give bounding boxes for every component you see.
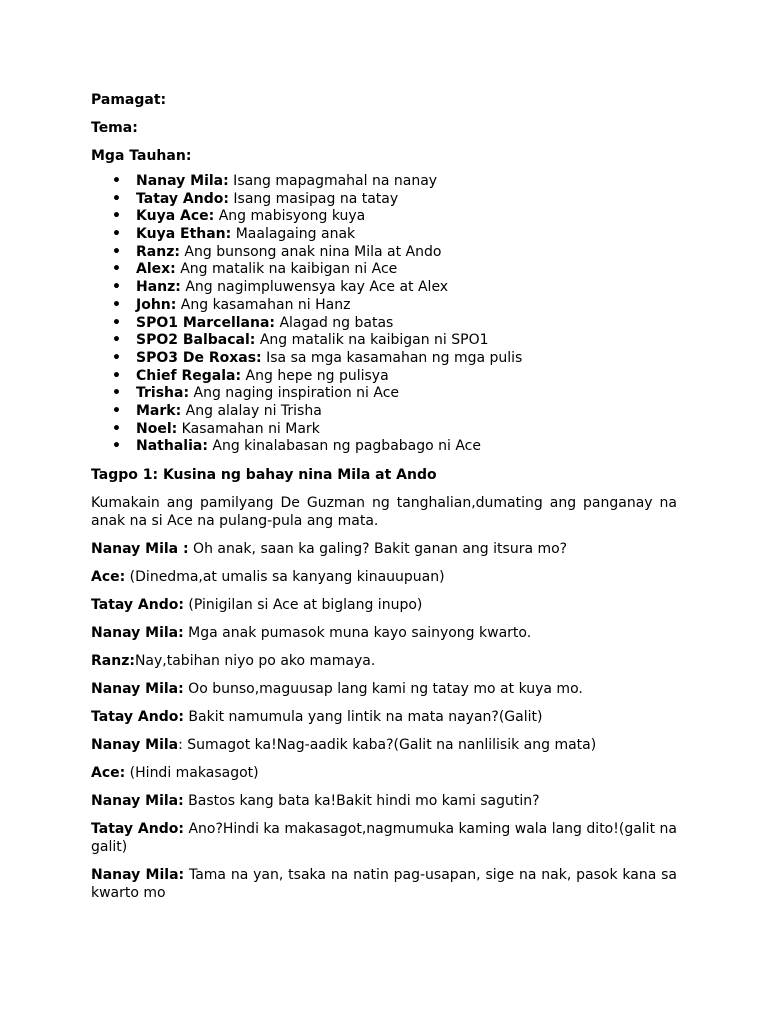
- character-desc: Isa sa mga kasamahan ng mga pulis: [261, 349, 523, 366]
- character-name: Chief Regala:: [136, 367, 242, 384]
- tauhan-label: Mga Tauhan:: [91, 148, 192, 164]
- bullet-icon: •: [112, 243, 121, 260]
- character-name: Trisha:: [136, 385, 190, 402]
- character-name: SPO3 De Roxas:: [136, 349, 262, 366]
- bullet-icon: •: [112, 332, 121, 349]
- dialogue-text: Oo bunso,maguusap lang kami ng tatay mo at kuya mo.: [183, 681, 583, 697]
- character-item: [91, 368, 677, 386]
- character-name: SPO1 Marcellana:: [136, 314, 275, 331]
- character-item: [91, 244, 677, 262]
- bullet-icon: •: [112, 296, 121, 313]
- speaker-name: Ace:: [91, 765, 126, 781]
- scene-intro: Kumakain ang pamilyang De Guzman ng tanghalian,dumating ang panganay na anak na si Ace na pulang-pula ang mata.: [91, 495, 677, 529]
- dialogue-line: [91, 680, 677, 698]
- character-desc: Ang mabisyong kuya: [214, 208, 366, 225]
- dialogue-text: Tama na yan, tsaka na natin pag-usapan, sige na nak, pasok kana sa kwarto mo: [91, 867, 677, 901]
- dialogue-text: : Sumagot ka!Nag-aadik kaba?(Galit na nanlilisik ang mata): [178, 737, 597, 753]
- character-desc: Ang bunsong anak nina Mila at Ando: [179, 243, 442, 260]
- character-item: [91, 385, 677, 403]
- dialogue-line: [91, 568, 677, 586]
- speaker-name: Nanay Mila:: [91, 793, 184, 809]
- character-desc: Alagad ng batas: [275, 314, 394, 331]
- speaker-name: Nanay Mila:: [91, 625, 184, 641]
- character-name: Ranz:: [136, 243, 180, 260]
- dialogue-text: Nay,tabihan niyo po ako mamaya.: [134, 653, 376, 669]
- bullet-icon: •: [112, 173, 121, 189]
- dialogue-text: (Hindi makasagot): [125, 765, 259, 781]
- character-item: [91, 421, 677, 439]
- character-list: [91, 173, 677, 456]
- bullet-icon: •: [112, 420, 121, 437]
- character-item: [91, 173, 677, 191]
- character-item: [91, 191, 677, 209]
- character-item: [91, 332, 677, 350]
- character-name: Noel:: [136, 420, 178, 437]
- character-item: [91, 297, 677, 315]
- bullet-icon: •: [112, 402, 121, 419]
- bullet-icon: •: [112, 190, 121, 207]
- bullet-icon: •: [112, 208, 121, 225]
- dialogue-line: [91, 764, 677, 782]
- bullet-icon: •: [112, 349, 121, 366]
- speaker-name: Ranz:: [91, 653, 135, 669]
- character-name: Alex:: [136, 261, 176, 278]
- speaker-name: Ace:: [91, 569, 126, 585]
- pamagat-label: Pamagat:: [91, 92, 167, 108]
- character-item: [91, 350, 677, 368]
- bullet-icon: •: [112, 438, 121, 455]
- character-name: SPO2 Balbacal:: [136, 332, 256, 349]
- character-desc: Maalagaing anak: [231, 226, 356, 243]
- character-name: Nanay Mila:: [136, 173, 229, 189]
- speaker-name: Nanay Mila:: [91, 867, 185, 883]
- character-name: Hanz:: [136, 279, 181, 296]
- speaker-name: Nanay Mila: [91, 737, 179, 753]
- dialogue-line: [91, 866, 677, 902]
- dialogue-line: [91, 624, 677, 642]
- character-desc: Kasamahan ni Mark: [177, 420, 320, 437]
- character-desc: Ang hepe ng pulisya: [241, 367, 389, 384]
- character-name: Kuya Ace:: [136, 208, 215, 225]
- character-item: [91, 403, 677, 421]
- dialogue-text: (Pinigilan si Ace at biglang inupo): [183, 597, 423, 613]
- character-desc: Ang nagimpluwensya kay Ace at Alex: [180, 279, 449, 296]
- character-name: Nathalia:: [136, 438, 208, 455]
- character-desc: Isang masipag na tatay: [228, 190, 399, 207]
- character-item: [91, 279, 677, 297]
- character-item: [91, 315, 677, 333]
- dialogue-line: [91, 652, 677, 670]
- dialogue-text: Oh anak, saan ka galing? Bakit ganan ang itsura mo?: [188, 541, 568, 557]
- character-item: [91, 438, 677, 456]
- dialogue-line: [91, 596, 677, 614]
- character-name: Mark:: [136, 402, 182, 419]
- speaker-name: Nanay Mila :: [91, 541, 189, 557]
- speaker-name: Tatay Ando:: [91, 597, 184, 613]
- character-desc: Ang kasamahan ni Hanz: [176, 296, 351, 313]
- character-item: [91, 208, 677, 226]
- dialogue-text: (Dinedma,at umalis sa kanyang kinauupuan): [125, 569, 445, 585]
- bullet-icon: •: [112, 261, 121, 278]
- speaker-name: Tatay Ando:: [91, 709, 184, 725]
- character-desc: Isang mapagmahal na nanay: [228, 173, 438, 189]
- character-name: Tatay Ando:: [136, 190, 229, 207]
- speaker-name: Nanay Mila:: [91, 681, 184, 697]
- character-desc: Ang alalay ni Trisha: [181, 402, 322, 419]
- dialogue-line: [91, 708, 677, 726]
- character-name: John:: [136, 296, 177, 313]
- dialogue-line: [91, 736, 677, 754]
- character-desc: Ang naging inspiration ni Ace: [189, 385, 400, 402]
- bullet-icon: •: [112, 279, 121, 296]
- bullet-icon: •: [112, 367, 121, 384]
- speaker-name: Tatay Ando:: [91, 821, 184, 837]
- character-desc: Ang matalik na kaibigan ni Ace: [175, 261, 398, 278]
- bullet-icon: •: [112, 385, 121, 402]
- character-item: [91, 226, 677, 244]
- character-item: [91, 261, 677, 279]
- dialogue-line: [91, 792, 677, 810]
- document-body: [91, 91, 677, 912]
- dialogue-text: Bakit namumula yang lintik na mata nayan?(Galit): [183, 709, 543, 725]
- tema-label: Tema:: [91, 120, 138, 136]
- dialogue-text: Ano?Hindi ka makasagot,nagmumuka kaming wala lang dito!(galit na galit): [91, 821, 677, 855]
- bullet-icon: •: [112, 226, 121, 243]
- scene-title: Tagpo 1: Kusina ng bahay nina Mila at Ando: [91, 467, 437, 483]
- dialogue-text: Mga anak pumasok muna kayo sainyong kwarto.: [183, 625, 532, 641]
- dialogue-line: [91, 820, 677, 856]
- character-name: Kuya Ethan:: [136, 226, 232, 243]
- character-desc: Ang kinalabasan ng pagbabago ni Ace: [207, 438, 481, 455]
- dialogue-text: Bastos kang bata ka!Bakit hindi mo kami sagutin?: [183, 793, 540, 809]
- bullet-icon: •: [112, 314, 121, 331]
- character-desc: Ang matalik na kaibigan ni SPO1: [255, 332, 489, 349]
- dialogue-line: [91, 540, 677, 558]
